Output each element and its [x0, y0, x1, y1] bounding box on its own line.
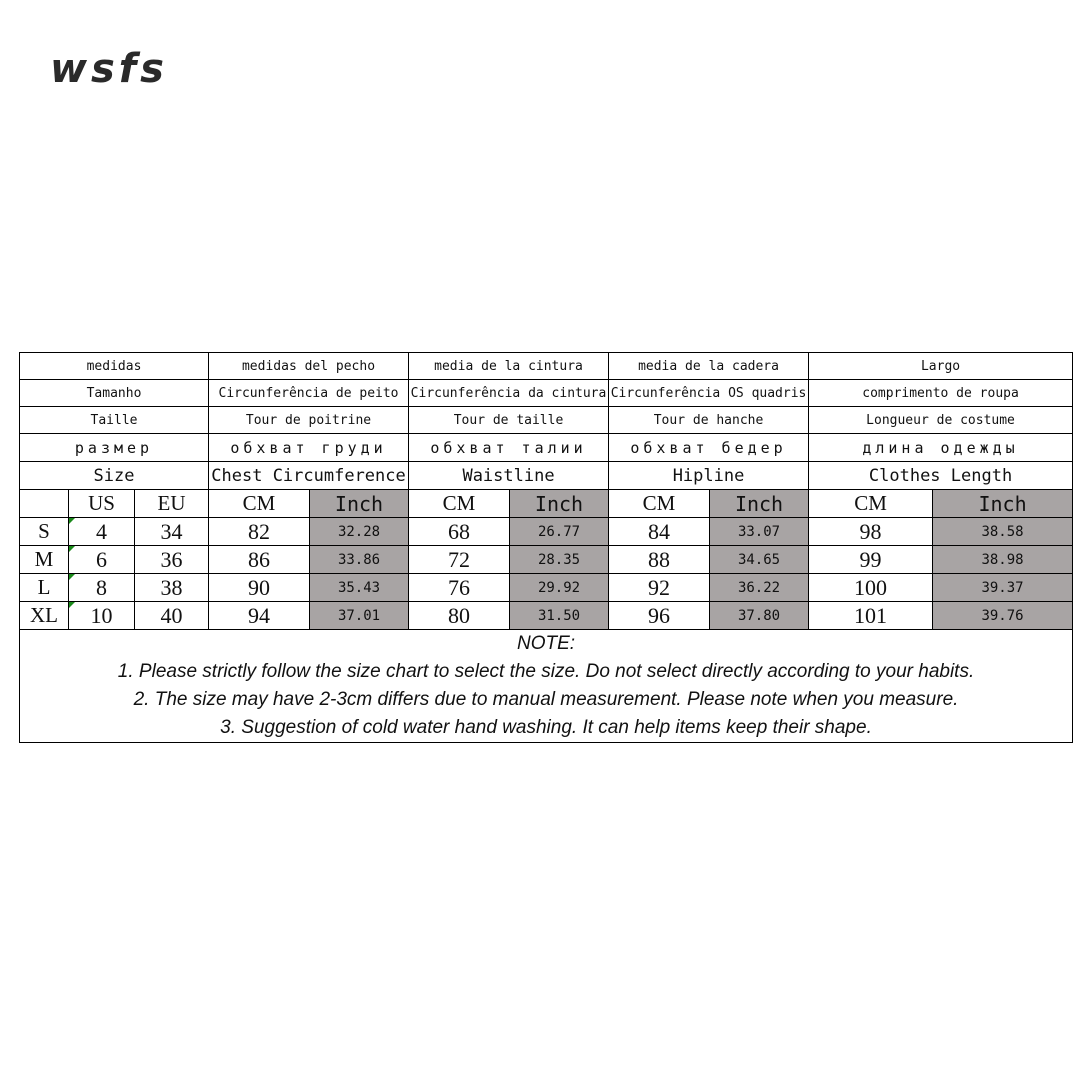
chest-inch: 35.43	[310, 574, 409, 602]
hip-inch: 33.07	[710, 518, 809, 546]
length-cm: 99	[809, 546, 933, 574]
unit-hip-inch-header: Inch	[710, 490, 809, 518]
header-waist-english: Waistline	[409, 462, 609, 490]
note-row	[20, 630, 1073, 743]
size-label: S	[20, 518, 69, 546]
us-size: 6	[69, 546, 135, 574]
us-size: 8	[69, 574, 135, 602]
header-waist-french: Tour de taille	[409, 407, 609, 434]
header-row-french	[20, 407, 1073, 434]
length-inch: 38.98	[933, 546, 1073, 574]
unit-waist-inch-header: Inch	[510, 490, 609, 518]
unit-us-header: US	[69, 490, 135, 518]
header-waist-spanish: media de la cintura	[409, 353, 609, 380]
table-row	[20, 574, 1073, 602]
hip-cm: 84	[609, 518, 710, 546]
size-label: M	[20, 546, 69, 574]
length-inch: 39.76	[933, 602, 1073, 630]
chest-cm: 94	[209, 602, 310, 630]
header-hip-portuguese: Circunferência OS quadris	[609, 380, 809, 407]
header-length-english: Clothes Length	[809, 462, 1073, 490]
header-length-french: Longueur de costume	[809, 407, 1073, 434]
hip-cm: 92	[609, 574, 710, 602]
eu-size: 38	[135, 574, 209, 602]
header-size-russian: размер	[20, 434, 209, 462]
header-row-russian	[20, 434, 1073, 462]
waist-inch: 29.92	[510, 574, 609, 602]
header-chest-english: Chest Circumference	[209, 462, 409, 490]
header-size-spanish: medidas	[20, 353, 209, 380]
length-cm: 101	[809, 602, 933, 630]
waist-cm: 72	[409, 546, 510, 574]
length-inch: 38.58	[933, 518, 1073, 546]
size-chart-table	[19, 352, 1073, 743]
waist-inch: 26.77	[510, 518, 609, 546]
header-chest-french: Tour de poitrine	[209, 407, 409, 434]
note-cell	[20, 630, 1073, 743]
header-length-russian: длина одежды	[809, 434, 1073, 462]
header-size-portuguese: Tamanho	[20, 380, 209, 407]
table-row	[20, 602, 1073, 630]
header-hip-spanish: media de la cadera	[609, 353, 809, 380]
unit-waist-cm-header: CM	[409, 490, 510, 518]
chest-inch: 33.86	[310, 546, 409, 574]
header-waist-portuguese: Circunferência da cintura	[409, 380, 609, 407]
header-hip-russian: обхват бедер	[609, 434, 809, 462]
length-inch: 39.37	[933, 574, 1073, 602]
size-label: XL	[20, 602, 69, 630]
eu-size: 36	[135, 546, 209, 574]
chest-inch: 32.28	[310, 518, 409, 546]
waist-cm: 80	[409, 602, 510, 630]
header-row-english	[20, 462, 1073, 490]
waist-cm: 68	[409, 518, 510, 546]
unit-length-inch-header: Inch	[933, 490, 1073, 518]
header-chest-spanish: medidas del pecho	[209, 353, 409, 380]
waist-cm: 76	[409, 574, 510, 602]
header-size-french: Taille	[20, 407, 209, 434]
hip-inch: 36.22	[710, 574, 809, 602]
hip-inch: 37.80	[710, 602, 809, 630]
header-row-portuguese	[20, 380, 1073, 407]
chest-cm: 90	[209, 574, 310, 602]
eu-size: 40	[135, 602, 209, 630]
note-title: NOTE:	[516, 633, 576, 654]
header-chest-portuguese: Circunferência de peito	[209, 380, 409, 407]
unit-length-cm-header: CM	[809, 490, 933, 518]
chest-cm: 82	[209, 518, 310, 546]
hip-cm: 88	[609, 546, 710, 574]
waist-inch: 28.35	[510, 546, 609, 574]
note-line-3: 3. Suggestion of cold water hand washing. It can help items keep their shape.	[220, 717, 872, 738]
chest-cm: 86	[209, 546, 310, 574]
length-cm: 98	[809, 518, 933, 546]
header-length-portuguese: comprimento de roupa	[809, 380, 1073, 407]
header-hip-french: Tour de hanche	[609, 407, 809, 434]
header-chest-russian: обхват груди	[209, 434, 409, 462]
header-length-spanish: Largo	[809, 353, 1073, 380]
units-blank-cell	[20, 490, 69, 518]
length-cm: 100	[809, 574, 933, 602]
hip-cm: 96	[609, 602, 710, 630]
us-size: 4	[69, 518, 135, 546]
eu-size: 34	[135, 518, 209, 546]
units-row	[20, 490, 1073, 518]
note-line-2: 2. The size may have 2-3cm differs due to manual measurement. Please note when you measure.	[133, 689, 959, 710]
header-waist-russian: обхват талии	[409, 434, 609, 462]
table-row	[20, 546, 1073, 574]
size-label: L	[20, 574, 69, 602]
chest-inch: 37.01	[310, 602, 409, 630]
note-line-1: 1. Please strictly follow the size chart to select the size. Do not select directly according to your habits.	[117, 661, 975, 682]
table-row	[20, 518, 1073, 546]
header-size-english: Size	[20, 462, 209, 490]
header-row-spanish	[20, 353, 1073, 380]
header-hip-english: Hipline	[609, 462, 809, 490]
brand-logo: wsfs	[50, 46, 168, 92]
hip-inch: 34.65	[710, 546, 809, 574]
waist-inch: 31.50	[510, 602, 609, 630]
unit-hip-cm-header: CM	[609, 490, 710, 518]
unit-chest-inch-header: Inch	[310, 490, 409, 518]
unit-chest-cm-header: CM	[209, 490, 310, 518]
us-size: 10	[69, 602, 135, 630]
unit-eu-header: EU	[135, 490, 209, 518]
